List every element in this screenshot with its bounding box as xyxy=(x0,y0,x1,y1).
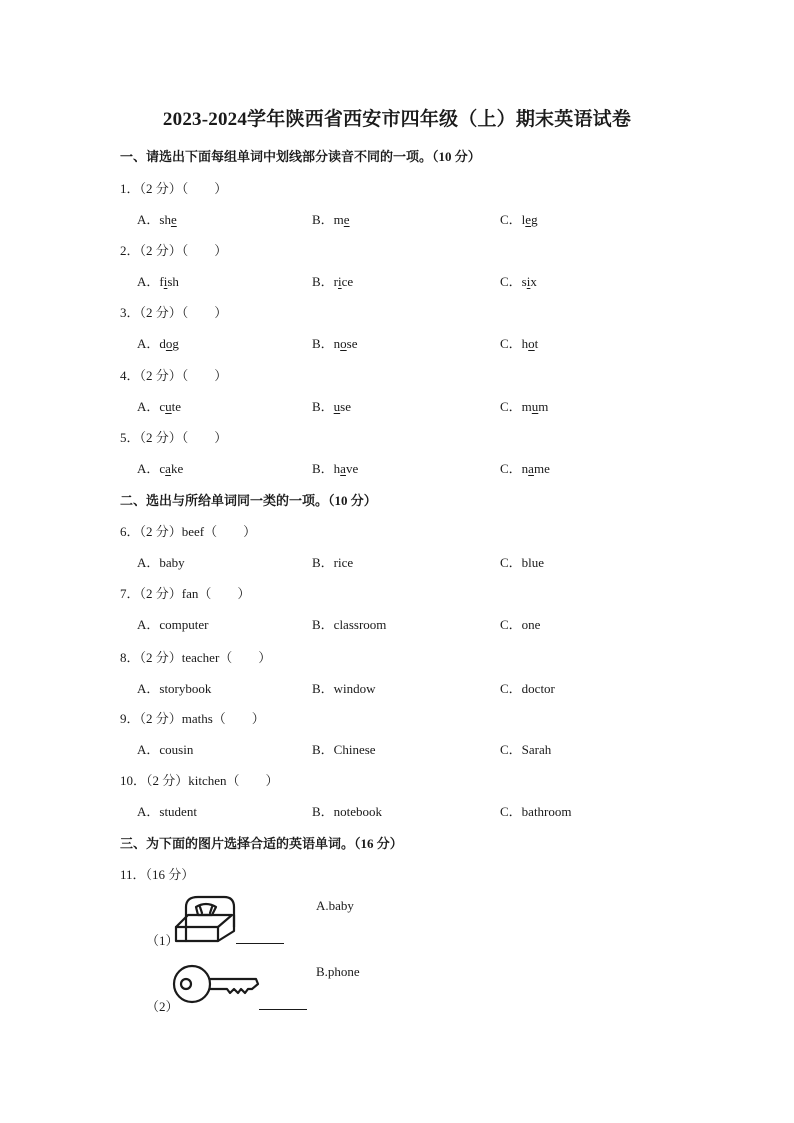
option-text: me xyxy=(533,461,550,476)
answer-option[interactable] xyxy=(312,271,353,290)
question-stem: 5．（2 分）（ ） xyxy=(120,430,228,445)
option-text: Chinese xyxy=(333,742,376,757)
option-text: m xyxy=(538,399,549,414)
option-text: g xyxy=(172,336,179,351)
option-letter: C． xyxy=(500,336,522,351)
question-stem: 8．（2 分）teacher（ ） xyxy=(120,650,272,665)
option-letter: B． xyxy=(312,212,334,227)
word-choice: B.phone xyxy=(316,964,360,979)
underlined-letter: u xyxy=(531,399,539,414)
option-text: blue xyxy=(521,555,545,570)
question-stem: 2．（2 分）（ ） xyxy=(120,243,228,258)
underlined-letter: o xyxy=(340,336,347,351)
option-letter: C． xyxy=(500,617,522,632)
option-text: m xyxy=(333,212,344,227)
question-stem: 11．（16 分） xyxy=(120,867,195,882)
option-letter: A． xyxy=(137,617,160,632)
option-text: f xyxy=(159,274,164,289)
option-text: bathroom xyxy=(521,804,572,819)
page-title: 2023-2024学年陕西省西安市四年级（上）期末英语试卷 xyxy=(162,109,632,130)
answer-option[interactable] xyxy=(312,739,376,758)
section-heading: 一、请选出下面每组单词中划线部分读音不同的一项。（10 分） xyxy=(120,149,481,164)
option-text: computer xyxy=(159,617,209,632)
answer-option[interactable] xyxy=(137,271,179,290)
option-letter: B． xyxy=(312,681,334,696)
option-text: te xyxy=(171,399,182,414)
option-text: one xyxy=(521,617,541,632)
option-text: sh xyxy=(159,212,171,227)
option-letter: B． xyxy=(312,399,334,414)
item-index: （1） xyxy=(146,933,179,948)
option-text: s xyxy=(521,274,527,289)
option-letter: C． xyxy=(500,212,522,227)
option-letter: C． xyxy=(500,681,522,696)
answer-option[interactable] xyxy=(500,801,572,820)
answer-option[interactable] xyxy=(137,458,183,477)
option-text: se xyxy=(346,336,358,351)
answer-option[interactable] xyxy=(137,552,185,571)
answer-option[interactable] xyxy=(312,458,358,477)
section-heading: 二、选出与所给单词同一类的一项。（10 分） xyxy=(120,493,377,508)
answer-option[interactable] xyxy=(500,678,555,697)
key-icon xyxy=(172,962,262,1006)
answer-option[interactable] xyxy=(312,209,350,228)
option-text: n xyxy=(521,461,529,476)
underlined-letter: i xyxy=(526,274,531,289)
option-text: r xyxy=(333,274,339,289)
option-letter: B． xyxy=(312,274,334,289)
underlined-letter: u xyxy=(165,399,172,414)
option-letter: A． xyxy=(137,804,160,819)
option-text: h xyxy=(333,461,341,476)
answer-option[interactable] xyxy=(500,271,537,290)
answer-option[interactable] xyxy=(137,209,177,228)
option-text: x xyxy=(530,274,537,289)
option-letter: A． xyxy=(137,555,160,570)
option-letter: C． xyxy=(500,461,522,476)
option-text: Sarah xyxy=(521,742,552,757)
option-letter: A． xyxy=(137,336,160,351)
option-text: baby xyxy=(159,555,185,570)
underlined-letter: a xyxy=(528,461,534,476)
answer-option[interactable] xyxy=(137,396,181,415)
question-stem: 1．（2 分）（ ） xyxy=(120,181,228,196)
answer-option[interactable] xyxy=(137,614,208,633)
option-letter: B． xyxy=(312,804,334,819)
underlined-letter: e xyxy=(170,212,177,227)
question-stem: 6．（2 分）beef（ ） xyxy=(120,524,257,539)
answer-option[interactable] xyxy=(500,333,538,352)
question-stem: 3．（2 分）（ ） xyxy=(120,305,228,320)
answer-option[interactable] xyxy=(500,209,538,228)
answer-option[interactable] xyxy=(312,801,382,820)
question-stem: 4．（2 分）（ ） xyxy=(120,368,228,383)
option-text: sh xyxy=(167,274,179,289)
bed-icon xyxy=(172,893,242,945)
option-text: g xyxy=(531,212,538,227)
option-letter: C． xyxy=(500,742,522,757)
answer-blank[interactable] xyxy=(259,1009,307,1010)
option-text: storybook xyxy=(159,681,212,696)
option-text: notebook xyxy=(333,804,383,819)
option-letter: A． xyxy=(137,212,160,227)
answer-option[interactable] xyxy=(137,333,179,352)
answer-option[interactable] xyxy=(312,333,358,352)
underlined-letter: o xyxy=(165,336,173,351)
answer-option[interactable] xyxy=(312,396,351,415)
option-text: ke xyxy=(170,461,184,476)
answer-option[interactable] xyxy=(137,678,211,697)
underlined-letter: a xyxy=(340,461,346,476)
option-text: t xyxy=(534,336,539,351)
answer-blank[interactable] xyxy=(236,943,284,944)
option-text: student xyxy=(159,804,197,819)
answer-option[interactable] xyxy=(500,739,551,758)
answer-option[interactable] xyxy=(137,801,197,820)
answer-option[interactable] xyxy=(312,552,353,571)
option-text: doctor xyxy=(521,681,555,696)
option-text: se xyxy=(340,399,352,414)
option-text: c xyxy=(159,399,166,414)
option-letter: A． xyxy=(137,399,160,414)
option-text: ce xyxy=(341,274,354,289)
section-heading: 三、为下面的图片选择合适的英语单词。（16 分） xyxy=(120,836,403,851)
option-text: window xyxy=(333,681,376,696)
option-text: classroom xyxy=(333,617,387,632)
option-letter: C． xyxy=(500,804,522,819)
option-letter: B． xyxy=(312,742,334,757)
option-text: cousin xyxy=(159,742,194,757)
word-choice: A.baby xyxy=(316,898,354,913)
answer-option[interactable] xyxy=(500,396,548,415)
option-text: rice xyxy=(333,555,354,570)
answer-option[interactable] xyxy=(500,458,550,477)
answer-option[interactable] xyxy=(500,614,540,633)
option-letter: A． xyxy=(137,461,160,476)
answer-option[interactable] xyxy=(500,552,544,571)
option-letter: B． xyxy=(312,555,334,570)
question-stem: 7．（2 分）fan（ ） xyxy=(120,586,251,601)
option-letter: C． xyxy=(500,399,522,414)
option-letter: A． xyxy=(137,742,160,757)
underlined-letter: i xyxy=(338,274,342,289)
option-text: ve xyxy=(345,461,359,476)
answer-option[interactable] xyxy=(312,678,376,697)
answer-option[interactable] xyxy=(137,739,193,758)
option-text: c xyxy=(159,461,166,476)
question-stem: 9．（2 分）maths（ ） xyxy=(120,711,265,726)
option-letter: C． xyxy=(500,555,522,570)
underlined-letter: e xyxy=(343,212,350,227)
option-letter: B． xyxy=(312,617,334,632)
underlined-letter: a xyxy=(165,461,171,476)
option-letter: B． xyxy=(312,336,334,351)
answer-option[interactable] xyxy=(312,614,386,633)
option-letter: B． xyxy=(312,461,334,476)
underlined-letter: o xyxy=(528,336,535,351)
option-text: l xyxy=(521,212,526,227)
option-letter: A． xyxy=(137,274,160,289)
option-text: h xyxy=(521,336,529,351)
option-text: m xyxy=(521,399,532,414)
item-index: （2） xyxy=(146,999,179,1014)
option-text: d xyxy=(159,336,166,351)
question-stem: 10．（2 分）kitchen（ ） xyxy=(120,773,279,788)
option-text: n xyxy=(333,336,341,351)
option-letter: A． xyxy=(137,681,160,696)
underlined-letter: u xyxy=(333,399,341,414)
option-letter: C． xyxy=(500,274,522,289)
underlined-letter: e xyxy=(525,212,532,227)
underlined-letter: i xyxy=(163,274,168,289)
